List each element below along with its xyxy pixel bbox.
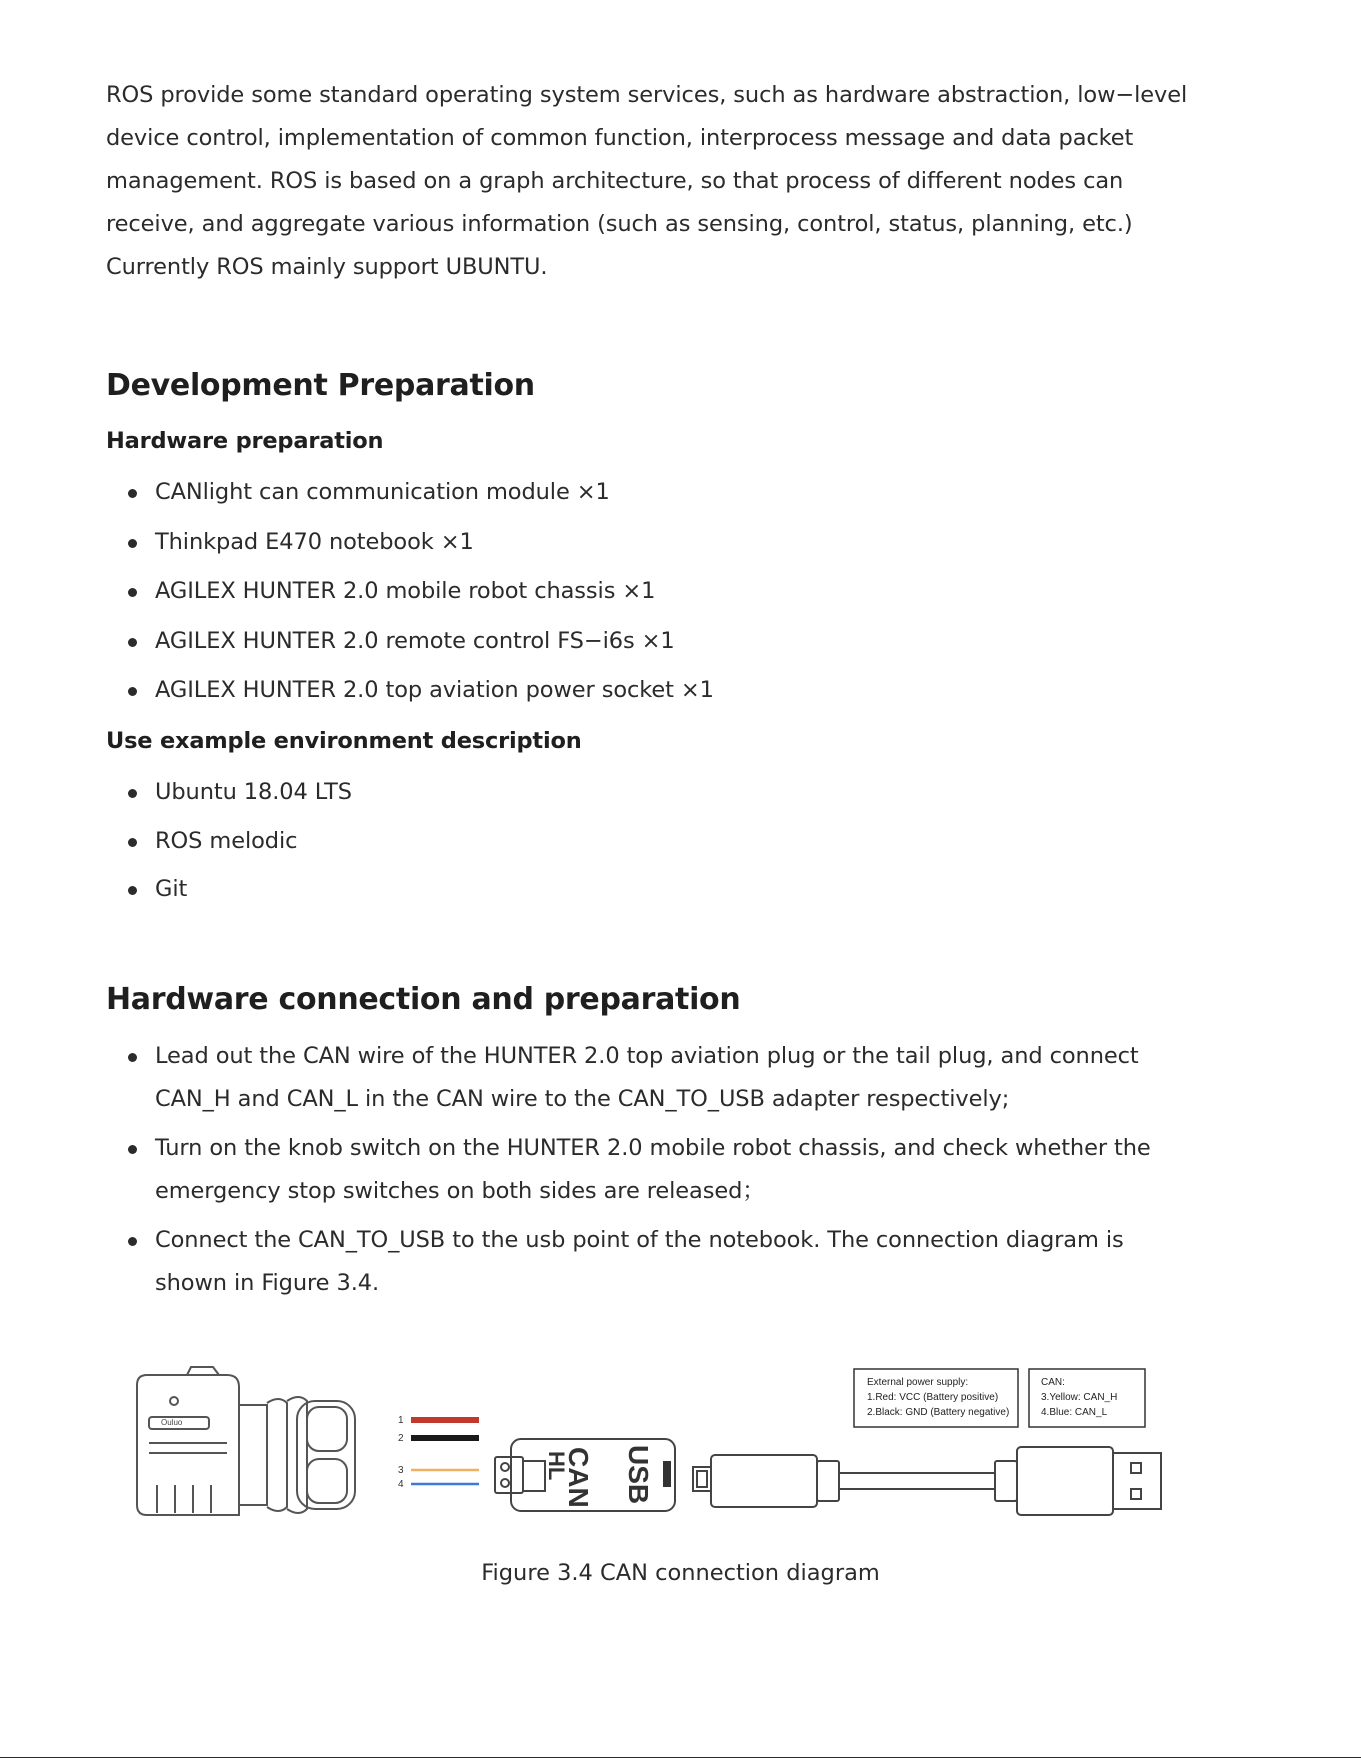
list-item-text: AGILEX HUNTER 2.0 remote control FS−i6s ×1 <box>155 627 675 654</box>
wire-number: 3 <box>398 1465 404 1476</box>
list-item-text: Turn on the knob switch on the HUNTER 2.0 mobile robot chassis, and check whether the <box>155 1135 1151 1161</box>
list-item-text: AGILEX HUNTER 2.0 top aviation power socket ×1 <box>155 677 714 703</box>
power-box-line: 2.Black: GND (Battery negative) <box>867 1407 1010 1418</box>
power-box-line: 1.Red: VCC (Battery positive) <box>867 1392 999 1403</box>
list-item <box>106 620 1236 663</box>
usb-cable-drawing <box>693 1447 1161 1515</box>
wire-number: 2 <box>398 1433 404 1444</box>
document-page <box>106 74 1236 1305</box>
section-title-development-preparation: Development Preparation <box>106 368 535 403</box>
page-bottom-rule <box>0 1757 1361 1758</box>
intro-line: device control, implementation of common function, interprocess message and data packet <box>106 125 1134 151</box>
list-item <box>106 521 1236 564</box>
environment-list <box>106 771 1236 911</box>
wire-number: 1 <box>398 1415 404 1426</box>
can-box <box>1029 1369 1145 1427</box>
wire-number: 4 <box>398 1479 404 1490</box>
hardware-list <box>106 471 1236 712</box>
section-title-hardware-connection: Hardware connection and preparation <box>106 982 741 1017</box>
bullet-icon <box>128 588 137 597</box>
list-item <box>106 868 1236 911</box>
external-power-box <box>854 1369 1018 1427</box>
can-connection-diagram <box>127 1365 1207 1535</box>
bullet-icon <box>128 489 137 498</box>
bullet-icon <box>128 638 137 647</box>
intro-line: management. ROS is based on a graph architecture, so that process of different nodes can <box>106 168 1124 194</box>
adapter-hl-label: HL <box>544 1451 569 1481</box>
bullet-icon <box>128 838 137 847</box>
can-box-line: 4.Blue: CAN_L <box>1041 1407 1108 1418</box>
list-item <box>106 669 1236 712</box>
list-item-text: Git <box>155 876 188 902</box>
can-box-line: 3.Yellow: CAN_H <box>1041 1392 1118 1403</box>
list-item <box>106 570 1236 613</box>
list-item <box>106 771 1236 814</box>
intro-line: Currently ROS mainly support UBUNTU. <box>106 254 548 280</box>
list-item <box>106 1127 1236 1213</box>
list-item <box>106 471 1236 514</box>
bullet-icon <box>128 687 137 696</box>
list-item-text: AGILEX HUNTER 2.0 mobile robot chassis ×1 <box>155 578 656 604</box>
list-item-text: Lead out the CAN wire of the HUNTER 2.0 top aviation plug or the tail plug, and connect <box>155 1043 1139 1069</box>
intro-paragraph <box>106 74 1236 289</box>
subheading-environment-description: Use example environment description <box>106 728 582 754</box>
list-item <box>106 820 1236 863</box>
bullet-icon <box>128 539 137 548</box>
list-item-text: ROS melodic <box>155 828 298 854</box>
intro-line: ROS provide some standard operating system services, such as hardware abstraction, low−level <box>106 82 1188 108</box>
adapter-usb-label: USB <box>623 1445 654 1505</box>
list-item <box>106 1219 1236 1305</box>
power-box-title: External power supply: <box>867 1377 969 1388</box>
list-item-text: shown in Figure 3.4. <box>155 1270 380 1296</box>
list-item <box>106 1035 1236 1121</box>
bullet-icon <box>128 1237 137 1246</box>
list-item-text: Ubuntu 18.04 LTS <box>155 779 352 805</box>
adapter-led <box>663 1461 671 1487</box>
adapter-can-label: CAN <box>563 1447 594 1508</box>
list-item-text: Thinkpad E470 notebook ×1 <box>155 528 474 555</box>
connector-brand-label: Ouluo <box>161 1418 183 1427</box>
bullet-icon <box>128 789 137 798</box>
figure-caption: Figure 3.4 CAN connection diagram <box>481 1560 880 1586</box>
bullet-icon <box>128 1145 137 1154</box>
list-item-text: emergency stop switches on both sides are released； <box>155 1178 765 1204</box>
diagram-svg <box>127 1365 1207 1535</box>
intro-line: receive, and aggregate various information (such as sensing, control, status, planning, etc.) <box>106 211 1133 237</box>
aviation-connector-drawing <box>137 1367 355 1515</box>
list-item-text: Connect the CAN_TO_USB to the usb point of the notebook. The connection diagram is <box>155 1227 1124 1253</box>
bullet-icon <box>128 1053 137 1062</box>
connection-steps-list <box>106 1035 1236 1305</box>
list-item-text: CANlight can communication module ×1 <box>155 479 610 505</box>
list-item-text: CAN_H and CAN_L in the CAN wire to the CAN_TO_USB adapter respectively; <box>155 1086 1010 1112</box>
can-box-title: CAN: <box>1041 1377 1065 1388</box>
bullet-icon <box>128 886 137 895</box>
subheading-hardware-preparation: Hardware preparation <box>106 428 384 454</box>
